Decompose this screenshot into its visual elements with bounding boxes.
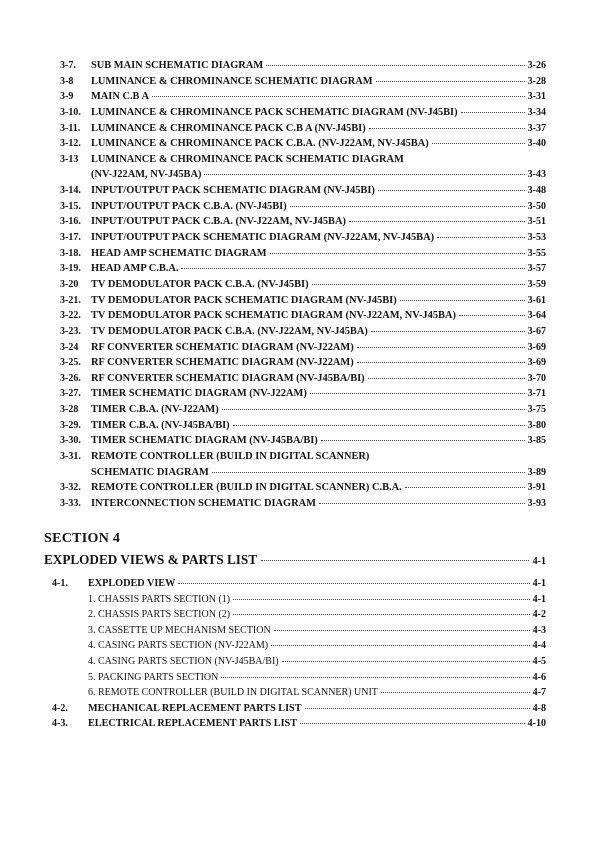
dot-leader <box>266 65 525 66</box>
dot-leader <box>437 237 525 238</box>
entry-number: 3-25. <box>60 357 81 369</box>
toc-entry[interactable] <box>60 418 546 434</box>
table-of-contents-section-4 <box>52 576 546 732</box>
entry-page-number: 3-51 <box>527 216 546 228</box>
entry-title: RF CONVERTER SCHEMATIC DIAGRAM (NV-J45BA/BI) <box>91 372 365 384</box>
dot-leader <box>270 253 525 254</box>
toc-entry[interactable] <box>60 183 546 199</box>
dot-leader <box>221 677 529 678</box>
dot-leader <box>152 96 525 97</box>
entry-page-number: 4-6 <box>532 671 546 683</box>
entry-page-number: 3-67 <box>527 325 546 337</box>
entry-number: 3-10. <box>60 106 81 118</box>
toc-subentry[interactable] <box>52 592 546 608</box>
toc-entry[interactable] <box>60 496 546 512</box>
toc-entry[interactable] <box>60 449 546 465</box>
toc-entry[interactable] <box>60 105 546 121</box>
dot-leader <box>181 268 524 269</box>
entry-title: 3. CASSETTE UP MECHANISM SECTION <box>88 624 271 636</box>
entry-page-number: 4-8 <box>532 702 546 714</box>
entry-title: RF CONVERTER SCHEMATIC DIAGRAM (NV-J22AM) <box>91 341 354 353</box>
toc-entry[interactable] <box>52 716 546 732</box>
entry-title: (NV-J22AM, NV-J45BA) <box>91 169 202 181</box>
entry-page-number: 4-5 <box>532 655 546 667</box>
entry-number: 3-26. <box>60 372 81 384</box>
dot-leader <box>349 221 525 222</box>
entry-title: LUMINANCE & CHROMINANCE SCHEMATIC DIAGRAM <box>91 75 373 87</box>
entry-title: 4. CASING PARTS SECTION (NV-J22AM) <box>88 640 269 652</box>
dot-leader <box>282 661 530 662</box>
entry-title: LUMINANCE & CHROMINANCE PACK SCHEMATIC DIAGRAM <box>91 153 404 165</box>
entry-title: TIMER SCHEMATIC DIAGRAM (NV-J22AM) <box>91 388 307 400</box>
entry-title: TIMER C.B.A. (NV-J45BA/BI) <box>91 419 230 431</box>
entry-page-number: 3-75 <box>527 404 546 416</box>
entry-number: 3-20 <box>60 278 79 290</box>
dot-leader <box>378 190 525 191</box>
dot-leader <box>312 284 525 285</box>
entry-title: TV DEMODULATOR PACK SCHEMATIC DIAGRAM (NV-J45BI) <box>91 294 397 306</box>
entry-page-number: 3-28 <box>527 75 546 87</box>
dot-leader <box>261 560 529 561</box>
toc-entry[interactable] <box>60 402 546 418</box>
dot-leader <box>368 378 525 379</box>
toc-entry[interactable] <box>60 465 546 481</box>
toc-entry[interactable] <box>60 433 546 449</box>
toc-entry[interactable] <box>60 261 546 277</box>
entry-title: INPUT/OUTPUT PACK SCHEMATIC DIAGRAM (NV-J22AM, NV-J45BA) <box>91 232 435 244</box>
entry-number: 3-14. <box>60 185 81 197</box>
dot-leader <box>319 503 525 504</box>
entry-page-number: 3-59 <box>527 278 546 290</box>
entry-page-number: 3-80 <box>527 419 546 431</box>
entry-page-number: 3-93 <box>527 497 546 509</box>
entry-title: TIMER SCHEMATIC DIAGRAM (NV-J45BA/BI) <box>91 435 318 447</box>
toc-entry[interactable] <box>60 386 546 402</box>
toc-entry[interactable] <box>60 324 546 340</box>
entry-title: SUB MAIN SCHEMATIC DIAGRAM <box>91 60 264 71</box>
entry-number: 3-15. <box>60 200 81 212</box>
dot-leader <box>233 599 530 600</box>
toc-subentry[interactable] <box>52 623 546 639</box>
dot-leader <box>371 331 525 332</box>
toc-entry[interactable] <box>60 340 546 356</box>
entry-title: RF CONVERTER SCHEMATIC DIAGRAM (NV-J22AM) <box>91 357 354 369</box>
toc-entry[interactable] <box>60 74 546 90</box>
entry-number: 3-8 <box>60 75 74 87</box>
entry-page-number: 3-69 <box>527 357 546 369</box>
toc-entry[interactable] <box>60 371 546 387</box>
dot-leader <box>204 174 524 175</box>
entry-number: 3-19. <box>60 263 81 275</box>
entry-page-number: 3-69 <box>527 341 546 353</box>
entry-number: 3-16. <box>60 216 81 228</box>
entry-title: MECHANICAL REPLACEMENT PARTS LIST <box>88 702 302 714</box>
toc-entry[interactable] <box>60 214 546 230</box>
dot-leader <box>290 206 525 207</box>
entry-page-number: 3-64 <box>527 310 546 322</box>
entry-title: LUMINANCE & CHROMINANCE PACK C.B A (NV-J45BI) <box>91 122 366 134</box>
entry-title: INPUT/OUTPUT PACK C.B.A. (NV-J22AM, NV-J45BA) <box>91 216 346 228</box>
toc-entry[interactable] <box>60 89 546 105</box>
entry-number: 3-21. <box>60 294 81 306</box>
entry-title: TV DEMODULATOR PACK C.B.A. (NV-J22AM, NV-J45BA) <box>91 325 368 337</box>
entry-page-number: 4-4 <box>532 640 546 652</box>
dot-leader <box>222 409 525 410</box>
entry-page-number: 3-43 <box>527 169 546 181</box>
entry-title: TV DEMODULATOR PACK C.B.A. (NV-J45BI) <box>91 278 309 290</box>
entry-title: 5. PACKING PARTS SECTION <box>88 671 219 683</box>
entry-number: 3-18. <box>60 247 81 259</box>
entry-page-number: 3-53 <box>527 232 546 244</box>
toc-subentry[interactable] <box>52 607 546 623</box>
dot-leader <box>178 583 529 584</box>
toc-subentry[interactable] <box>52 670 546 686</box>
entry-number: 3-27. <box>60 388 81 400</box>
entry-title: LUMINANCE & CHROMINANCE PACK C.B.A. (NV-J22AM, NV-J45BA) <box>91 138 429 150</box>
entry-page-number: 3-37 <box>527 122 546 134</box>
entry-page-number: 3-91 <box>527 482 546 494</box>
entry-number: 3-28 <box>60 404 79 416</box>
entry-number: 4-2. <box>52 702 68 714</box>
entry-page-number: 3-70 <box>527 372 546 384</box>
entry-title: SCHEMATIC DIAGRAM <box>91 466 209 478</box>
section-heading: SECTION 4 <box>44 531 121 546</box>
dot-leader <box>376 81 525 82</box>
entry-number: 3-30. <box>60 435 81 447</box>
entry-page-number: 3-34 <box>527 106 546 118</box>
entry-title: INPUT/OUTPUT PACK SCHEMATIC DIAGRAM (NV-J45BI) <box>91 185 375 197</box>
toc-entry[interactable] <box>60 58 546 74</box>
toc-entry[interactable] <box>60 480 546 496</box>
dot-leader <box>310 393 525 394</box>
toc-entry[interactable] <box>60 308 546 324</box>
toc-entry[interactable] <box>60 277 546 293</box>
entry-title: REMOTE CONTROLLER (BUILD IN DIGITAL SCANNER) <box>91 451 370 463</box>
toc-entry[interactable] <box>60 199 546 215</box>
entry-number: 4-1. <box>52 578 68 589</box>
dot-leader <box>369 128 525 129</box>
entry-page-number: 3-31 <box>527 91 546 103</box>
section-title: EXPLODED VIEWS & PARTS LIST <box>44 552 258 567</box>
section-page-number: 4-1 <box>532 556 546 567</box>
entry-page-number: 4-1 <box>532 578 546 589</box>
toc-entry[interactable] <box>60 293 546 309</box>
toc-subentry[interactable] <box>52 685 546 701</box>
dot-leader <box>305 708 530 709</box>
entry-title: TIMER C.B.A. (NV-J22AM) <box>91 404 219 416</box>
dot-leader <box>461 112 525 113</box>
toc-entry[interactable] <box>60 152 546 168</box>
entry-number: 3-31. <box>60 451 81 463</box>
entry-number: 3-7. <box>60 60 76 71</box>
dot-leader <box>400 300 525 301</box>
dot-leader <box>357 362 525 363</box>
entry-page-number: 3-26 <box>527 60 546 71</box>
entry-title: MAIN C.B A <box>91 91 150 103</box>
toc-entry[interactable] <box>60 121 546 137</box>
toc-entry[interactable] <box>60 136 546 152</box>
toc-entry[interactable] <box>60 167 546 183</box>
entry-title: ELECTRICAL REPLACEMENT PARTS LIST <box>88 718 298 730</box>
dot-leader <box>357 347 525 348</box>
entry-number: 3-22. <box>60 310 81 322</box>
section-title-row[interactable] <box>44 550 546 570</box>
entry-title: INPUT/OUTPUT PACK C.B.A. (NV-J45BI) <box>91 200 287 212</box>
entry-number: 3-24 <box>60 341 79 353</box>
entry-title: 4. CASING PARTS SECTION (NV-J45BA/BI) <box>88 655 279 667</box>
entry-number: 3-33. <box>60 497 81 509</box>
entry-title: TV DEMODULATOR PACK SCHEMATIC DIAGRAM (NV-J22AM, NV-J45BA) <box>91 310 456 322</box>
entry-page-number: 3-40 <box>527 138 546 150</box>
dot-leader <box>432 143 525 144</box>
entry-page-number: 3-89 <box>527 466 546 478</box>
toc-entry[interactable] <box>52 701 546 717</box>
entry-title: HEAD AMP C.B.A. <box>91 263 179 275</box>
entry-number: 4-3. <box>52 718 68 730</box>
dot-leader <box>321 440 525 441</box>
entry-page-number: 3-85 <box>527 435 546 447</box>
toc-entry[interactable] <box>52 576 546 592</box>
entry-title: INTERCONNECTION SCHEMATIC DIAGRAM <box>91 497 316 509</box>
entry-title: EXPLODED VIEW <box>88 578 176 589</box>
entry-number: 3-13 <box>60 153 79 165</box>
entry-title: LUMINANCE & CHROMINANCE PACK SCHEMATIC DIAGRAM (NV-J45BI) <box>91 106 458 118</box>
entry-page-number: 3-71 <box>527 388 546 400</box>
entry-page-number: 3-55 <box>527 247 546 259</box>
entry-page-number: 4-2 <box>532 609 546 621</box>
dot-leader <box>212 472 525 473</box>
entry-page-number: 4-1 <box>532 593 546 605</box>
entry-number: 3-32. <box>60 482 81 494</box>
dot-leader <box>405 487 525 488</box>
entry-title: 2. CHASSIS PARTS SECTION (2) <box>88 609 231 621</box>
entry-number: 3-29. <box>60 419 81 431</box>
entry-number: 3-9 <box>60 91 74 103</box>
entry-title: HEAD AMP SCHEMATIC DIAGRAM <box>91 247 267 259</box>
dot-leader <box>300 723 525 724</box>
entry-title: REMOTE CONTROLLER (BUILD IN DIGITAL SCANNER) C.B.A. <box>91 482 402 494</box>
entry-page-number: 4-7 <box>532 687 546 699</box>
dot-leader <box>274 630 530 631</box>
toc-entry[interactable] <box>60 355 546 371</box>
entry-page-number: 4-10 <box>527 718 546 730</box>
entry-title: 6. REMOTE CONTROLLER (BUILD IN DIGITAL SCANNER) UNIT <box>88 687 378 699</box>
dot-leader <box>381 692 530 693</box>
dot-leader <box>233 425 525 426</box>
entry-number: 3-23. <box>60 325 81 337</box>
entry-number: 3-12. <box>60 138 81 150</box>
entry-page-number: 4-3 <box>532 624 546 636</box>
dot-leader <box>271 645 530 646</box>
table-of-contents-section-3 <box>60 58 546 512</box>
toc-subentry[interactable] <box>52 638 546 654</box>
entry-title: 1. CHASSIS PARTS SECTION (1) <box>88 593 231 605</box>
entry-page-number: 3-50 <box>527 200 546 212</box>
dot-leader <box>459 315 525 316</box>
toc-subentry[interactable] <box>52 654 546 670</box>
dot-leader <box>233 614 530 615</box>
entry-page-number: 3-57 <box>527 263 546 275</box>
toc-entry[interactable] <box>60 230 546 246</box>
entry-number: 3-11. <box>60 122 81 134</box>
toc-entry[interactable] <box>60 246 546 262</box>
entry-page-number: 3-61 <box>527 294 546 306</box>
entry-number: 3-17. <box>60 232 81 244</box>
entry-page-number: 3-48 <box>527 185 546 197</box>
